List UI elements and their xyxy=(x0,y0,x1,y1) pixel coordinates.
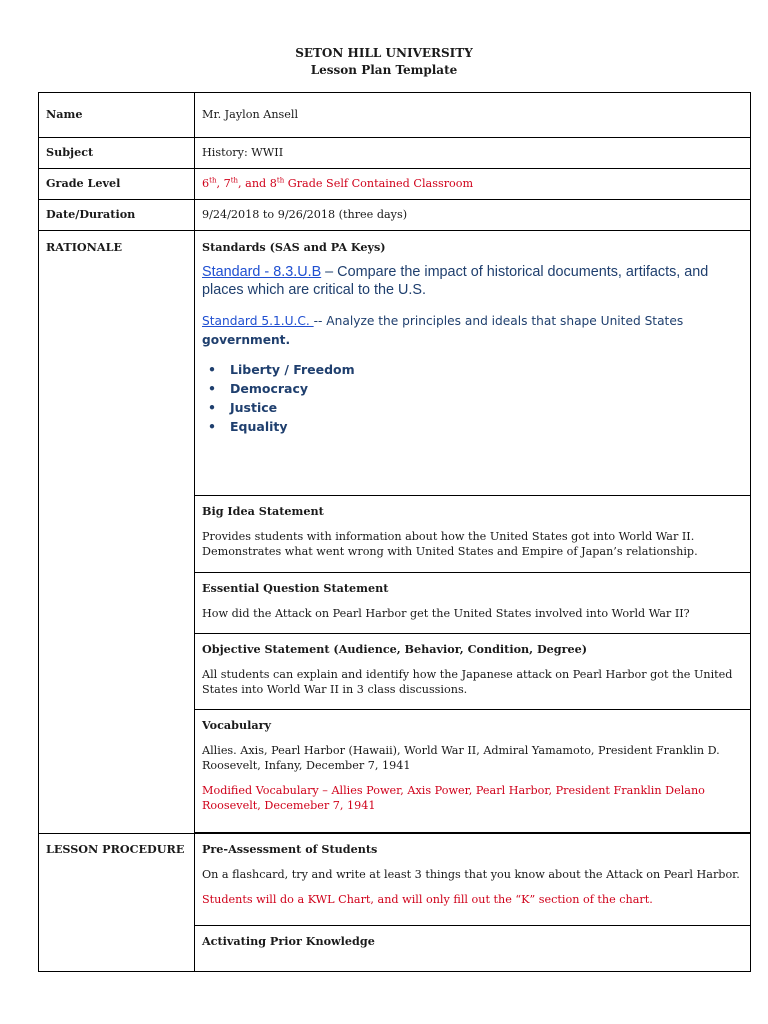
list-item: • Democracy xyxy=(208,381,309,396)
document-header xyxy=(0,45,768,79)
list-item: • Justice xyxy=(208,400,278,415)
grade-level-label: Grade Level xyxy=(39,169,195,200)
standard-5-1-u-c: Standard 5.1.U.C. -- Analyze the principles and ideals that shape United States government. xyxy=(202,314,684,347)
subject-value: History: WWII xyxy=(195,138,751,169)
objective-text: All students can explain and identify how the Japanese attack on Pearl Harbor got the United States into World War II in 3 class discussions. xyxy=(202,668,733,696)
vocabulary-heading: Vocabulary xyxy=(202,718,272,732)
vocabulary-cell xyxy=(195,710,751,833)
subject-label: Subject xyxy=(39,138,195,169)
name-label: Name xyxy=(39,93,195,138)
table-row xyxy=(39,200,751,231)
table-row xyxy=(39,834,751,926)
standard-8-3-u-b-link[interactable]: Standard - 8.3.U.B xyxy=(202,264,322,280)
objective-heading: Objective Statement (Audience, Behavior, Condition, Degree) xyxy=(202,642,588,656)
prior-knowledge-cell xyxy=(195,926,751,972)
essential-question-text: How did the Attack on Pearl Harbor get the United States involved into World War II? xyxy=(202,607,690,620)
standards-cell xyxy=(195,231,751,496)
big-idea-cell xyxy=(195,496,751,573)
date-duration-value: 9/24/2018 to 9/26/2018 (three days) xyxy=(195,200,751,231)
principles-list xyxy=(202,360,743,436)
lesson-plan-table xyxy=(38,92,751,972)
pre-assessment-cell xyxy=(195,834,751,926)
standards-heading: Standards (SAS and PA Keys) xyxy=(202,240,386,254)
standard-5-1-u-c-link[interactable]: Standard 5.1.U.C. xyxy=(202,314,314,328)
standard-8-3-u-b: Standard - 8.3.U.B – Compare the impact of historical documents, artifacts, and places which are critical to the U.S. xyxy=(202,264,709,298)
prior-knowledge-heading: Activating Prior Knowledge xyxy=(202,934,375,948)
rationale-label: RATIONALE xyxy=(39,231,195,834)
essential-question-heading: Essential Question Statement xyxy=(202,581,389,595)
list-item: • Equality xyxy=(208,419,288,434)
kwl-chart-text: Students will do a KWL Chart, and will only fill out the “K” section of the chart. xyxy=(202,893,653,906)
list-item: • Liberty / Freedom xyxy=(208,362,355,377)
essential-question-cell xyxy=(195,573,751,634)
university-name: SETON HILL UNIVERSITY xyxy=(295,46,473,60)
grade-level-value: 6th, 7th, and 8th Grade Self Contained Classroom xyxy=(195,169,751,200)
objective-cell xyxy=(195,634,751,710)
table-row xyxy=(39,231,751,496)
vocabulary-text: Allies. Axis, Pearl Harbor (Hawaii), World War II, Admiral Yamamoto, President Franklin D. Roosevelt, Infany, December 7, 1941 xyxy=(202,744,720,772)
pre-assessment-heading: Pre-Assessment of Students xyxy=(202,842,378,856)
big-idea-text: Provides students with information about how the United States got into World War II. Demonstrates what went wrong with United States and Empire of Japan’s relationship. xyxy=(202,530,698,558)
table-row xyxy=(39,138,751,169)
modified-vocabulary-text: Modified Vocabulary – Allies Power, Axis Power, Pearl Harbor, President Franklin Delano Roosevelt, Decemeber 7, 1941 xyxy=(202,784,705,812)
document-title: Lesson Plan Template xyxy=(310,63,458,77)
pre-assessment-text: On a flashcard, try and write at least 3 things that you know about the Attack on Pearl Harbor. xyxy=(202,868,740,881)
name-value: Mr. Jaylon Ansell xyxy=(195,93,751,138)
date-duration-label: Date/Duration xyxy=(39,200,195,231)
table-row xyxy=(39,93,751,138)
lesson-procedure-label: LESSON PROCEDURE xyxy=(39,834,195,972)
big-idea-heading: Big Idea Statement xyxy=(202,504,324,518)
table-row xyxy=(39,169,751,200)
